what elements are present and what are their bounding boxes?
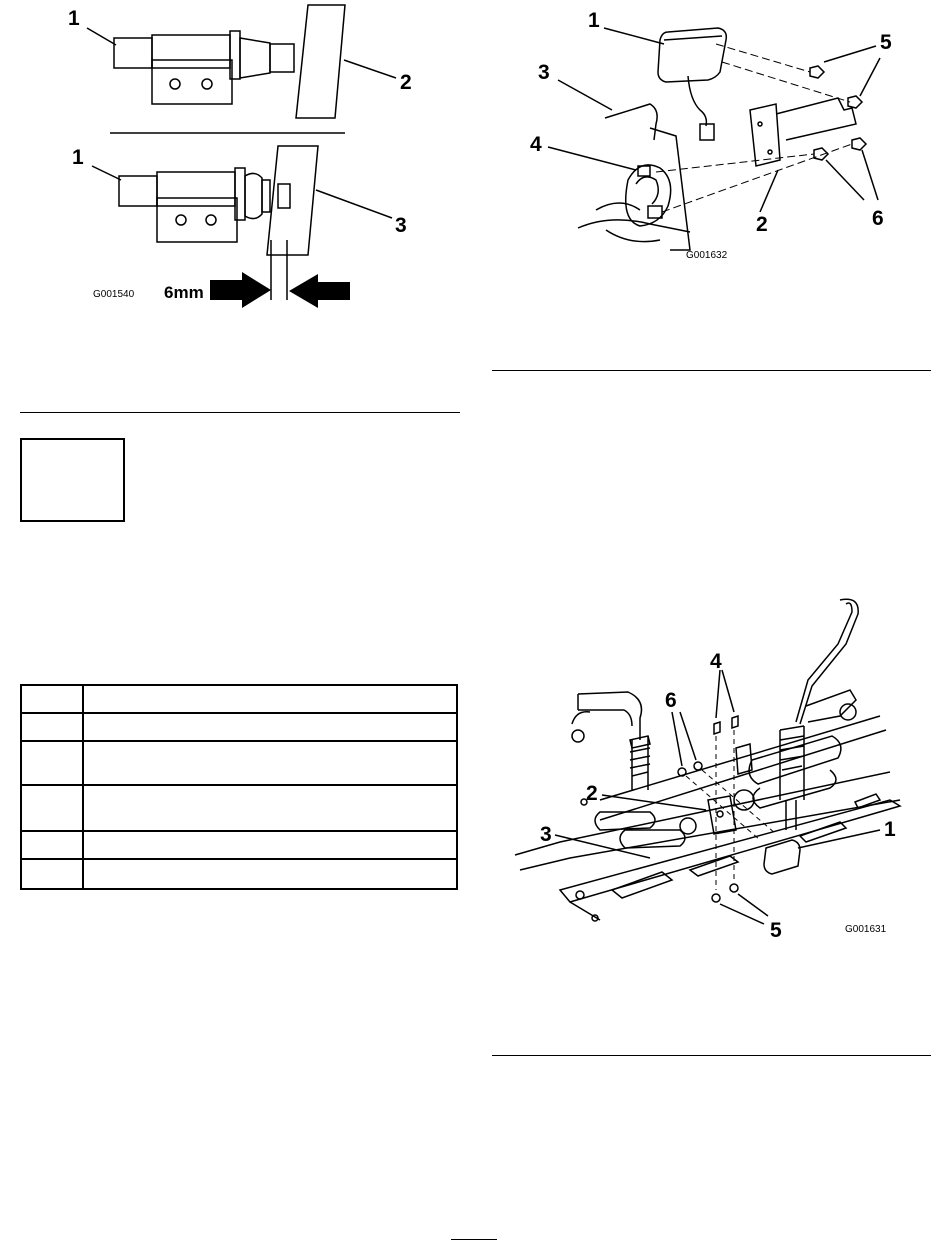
callout-5: 5 [880,31,892,54]
callout-3: 3 [395,214,407,237]
callout-2: 2 [400,71,412,94]
callout-2: 2 [586,782,598,805]
callout-1: 1 [884,818,896,841]
callout-2: 2 [756,213,768,236]
callout-6: 6 [665,689,677,712]
callout-3: 3 [540,823,552,846]
callout-5: 5 [770,919,782,942]
callout-1: 1 [68,7,80,30]
callout-4: 4 [530,133,542,156]
callout-3: 3 [538,61,550,84]
gap-dimension-label: 6mm [164,283,204,302]
page-number-rule [451,1239,497,1240]
callout-6: 6 [872,207,884,230]
figure-code: G001540 [93,289,135,300]
callout-1: 1 [588,9,600,32]
section-divider [492,1055,931,1056]
callout-1: 1 [72,146,84,169]
callout-4: 4 [710,650,722,673]
figure-code: G001631 [845,924,887,935]
figure-code: G001632 [686,250,728,261]
